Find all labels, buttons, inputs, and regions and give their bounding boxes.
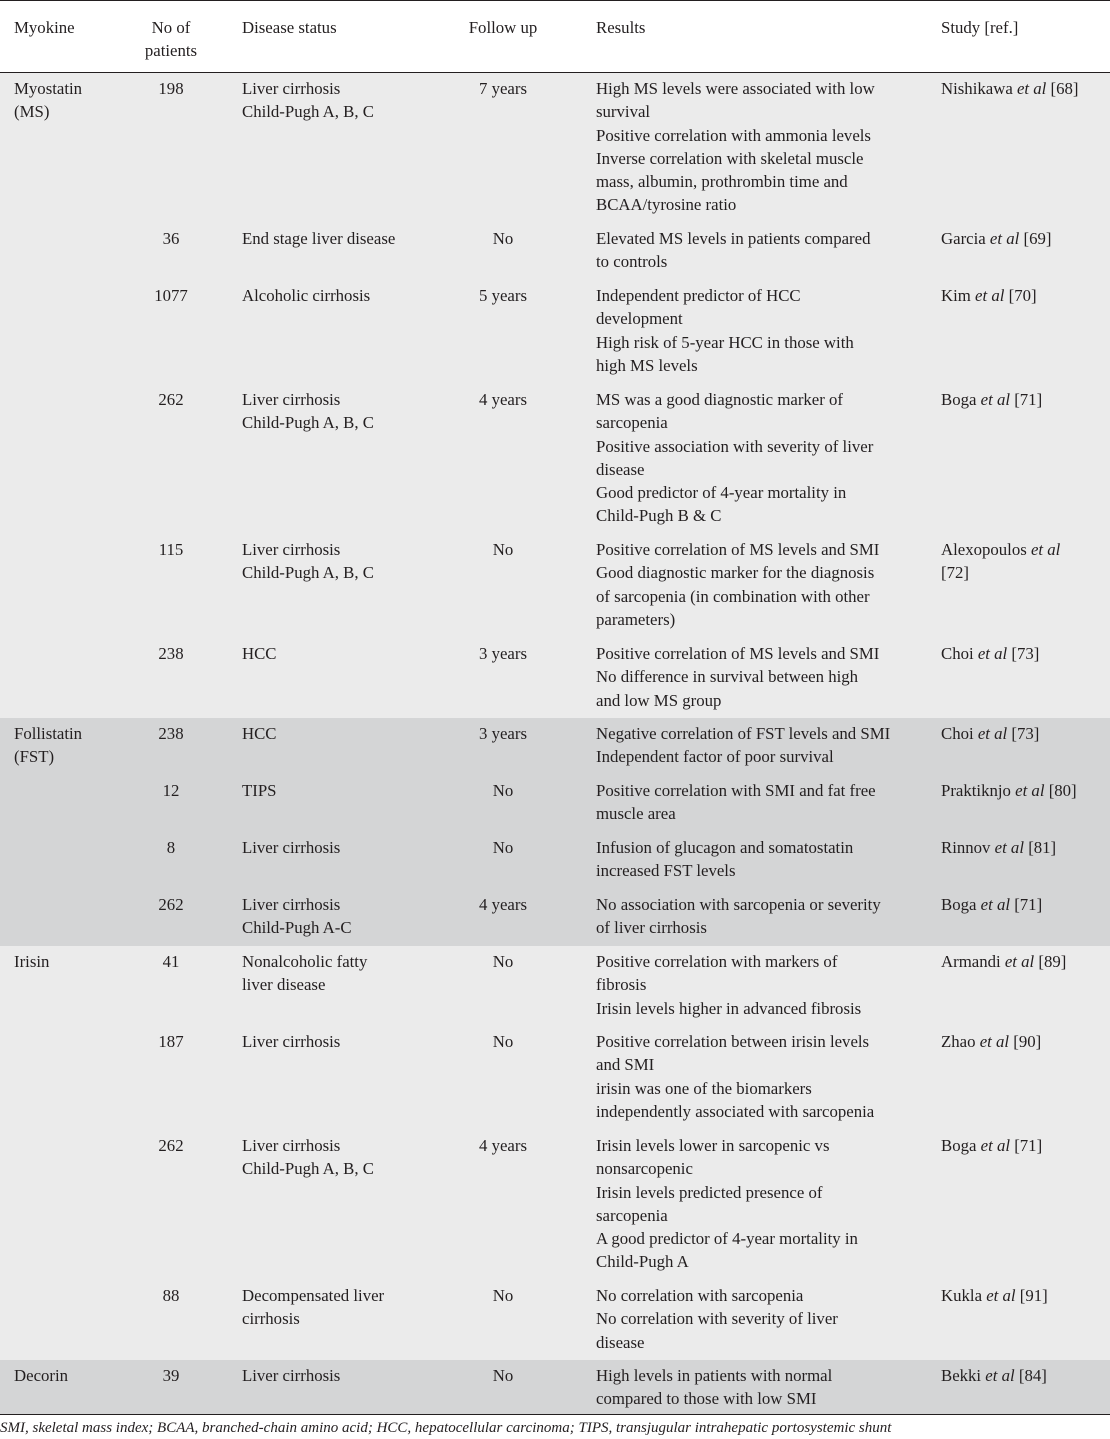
study-ref-number: [90] [1013, 1032, 1042, 1051]
study-etal: et al [980, 895, 1010, 914]
study-ref-number: [70] [1008, 286, 1037, 305]
study-author: Choi [941, 724, 974, 743]
results [596, 77, 926, 217]
patients-count: 262 [158, 390, 184, 409]
disease-status [242, 538, 442, 585]
myokine-name-line: (MS) [14, 102, 50, 122]
result-line: of liver cirrhosis [596, 918, 707, 938]
patients-count: 238 [158, 724, 184, 743]
study-ref-number: [71] [1014, 895, 1043, 914]
header-myokine: Myokine [14, 18, 75, 37]
result-line: BCAA/tyrosine ratio [596, 195, 737, 215]
study-ref [941, 1364, 1101, 1387]
disease-line: Liver cirrhosis [242, 1032, 341, 1051]
result-line: mass, albumin, prothrombin time and [596, 172, 848, 192]
header-follow-up: Follow up [468, 18, 538, 37]
results [596, 388, 926, 528]
table-footnote: SMI, skeletal mass index; BCAA, branched-chain amino acid; HCC, hepatocellular carcinoma; TIPS, transjugular intrahepatic portosystemic shunt [0, 1420, 892, 1436]
result-line: No difference in survival between high [596, 667, 859, 687]
study-author: Alexopoulos [941, 540, 1027, 559]
results [596, 950, 926, 1020]
study-ref [941, 722, 1101, 745]
result-line: increased FST levels [596, 861, 736, 881]
disease-line: End stage liver disease [242, 229, 396, 248]
header-no-of-patients-line: No of [151, 18, 191, 37]
study-author: Rinnov [941, 838, 991, 857]
study-author: Nishikawa [941, 79, 1013, 98]
study-etal: et al [986, 1286, 1016, 1305]
disease-status [242, 284, 442, 307]
study-etal: et al [1016, 79, 1047, 98]
study-ref-number: [84] [1018, 1366, 1047, 1385]
disease-status [242, 388, 442, 435]
study-etal: et al [980, 390, 1010, 409]
result-line: parameters) [596, 609, 676, 629]
header-results: Results [596, 18, 646, 37]
disease-status [242, 950, 442, 997]
study-etal: et al [1030, 540, 1061, 559]
follow-up: 4 years [479, 1136, 527, 1155]
disease-line: Child-Pugh A, B, C [242, 563, 374, 583]
header-no-of-patients [130, 16, 212, 63]
study-ref-line [941, 538, 1101, 561]
follow-up: No [492, 1366, 514, 1385]
study-author: Armandi [941, 952, 1001, 971]
result-line: independently associated with sarcopenia [596, 1101, 875, 1121]
study-ref [941, 642, 1101, 665]
study-ref [941, 893, 1101, 916]
study-etal: et al [985, 1366, 1015, 1385]
study-ref [941, 1030, 1101, 1053]
result-line: Good predictor of 4-year mortality in [596, 483, 847, 503]
result-line: No correlation with severity of liver [596, 1309, 838, 1329]
study-ref [941, 779, 1101, 802]
study-ref [941, 836, 1101, 859]
disease-line: cirrhosis [242, 1309, 300, 1329]
result-line: compared to those with low SMI [596, 1389, 817, 1409]
result-line: survival [596, 102, 651, 122]
study-author: Boga [941, 895, 977, 914]
result-line: MS was a good diagnostic marker of [596, 390, 844, 409]
group-irisin [0, 946, 1110, 1360]
disease-line: HCC [242, 644, 277, 663]
disease-status [242, 642, 442, 665]
result-line: irisin was one of the biomarkers [596, 1078, 812, 1098]
disease-line: HCC [242, 724, 277, 743]
study-ref [941, 1134, 1101, 1157]
study-etal: et al [975, 286, 1005, 305]
results [596, 893, 926, 940]
study-author: Kukla [941, 1286, 983, 1305]
results [596, 538, 926, 631]
study-ref [941, 1284, 1101, 1307]
disease-status [242, 893, 442, 940]
study-ref-number: [91] [1019, 1286, 1048, 1305]
study-author: Boga [941, 390, 977, 409]
study-etal: et al [989, 229, 1020, 248]
study-etal: et al [979, 1032, 1010, 1051]
result-line: A good predictor of 4-year mortality in [596, 1229, 858, 1249]
results [596, 1134, 926, 1274]
study-etal: et al [977, 724, 1008, 743]
myokine-name [14, 1364, 124, 1387]
myokine-name [14, 77, 124, 124]
study-ref [941, 388, 1101, 411]
disease-line: Liver cirrhosis [242, 895, 341, 914]
results [596, 836, 926, 883]
result-line: high MS levels [596, 355, 698, 375]
disease-line: Liver cirrhosis [242, 1136, 341, 1155]
patients-count: 36 [162, 229, 180, 248]
myokine-name [14, 722, 124, 769]
study-author: Garcia [941, 229, 986, 248]
study-ref [941, 538, 1101, 585]
result-line: development [596, 309, 683, 329]
result-line: Independent predictor of HCC [596, 286, 801, 305]
follow-up: 7 years [479, 79, 527, 98]
result-line: Irisin levels higher in advanced fibrosis [596, 998, 862, 1018]
results [596, 1284, 926, 1354]
follow-up: No [492, 952, 514, 971]
follow-up: 5 years [479, 286, 527, 305]
results [596, 1030, 926, 1123]
group-decorin [0, 1360, 1110, 1414]
result-line: High levels in patients with normal [596, 1366, 833, 1385]
study-author: Praktiknjo [941, 781, 1011, 800]
study-etal: et al [994, 838, 1024, 857]
myokine-name-line: Irisin [14, 952, 50, 971]
disease-status [242, 722, 442, 745]
study-author: Zhao [941, 1032, 976, 1051]
results [596, 722, 926, 769]
follow-up: No [492, 540, 514, 559]
table-bottom-rule [0, 1414, 1110, 1415]
patients-count: 12 [162, 781, 180, 800]
result-line: High risk of 5-year HCC in those with [596, 332, 854, 352]
study-author: Kim [941, 286, 971, 305]
study-ref-number: [71] [1014, 1136, 1043, 1155]
patients-count: 88 [162, 1286, 180, 1305]
study-author: Boga [941, 1136, 977, 1155]
results [596, 227, 926, 274]
disease-line: Alcoholic cirrhosis [242, 286, 371, 305]
study-ref-number: [73] [1011, 644, 1040, 663]
patients-count: 115 [158, 540, 184, 559]
follow-up: 4 years [479, 390, 527, 409]
disease-line: liver disease [242, 975, 326, 995]
disease-line: Liver cirrhosis [242, 1366, 341, 1385]
table-header [0, 1, 1110, 72]
disease-line: Liver cirrhosis [242, 540, 341, 559]
patients-count: 238 [158, 644, 184, 663]
result-line: Positive association with severity of liver [596, 436, 874, 456]
patients-count: 8 [166, 838, 176, 857]
header-no-of-patients-line: patients [144, 41, 198, 61]
myokine-name-line: Decorin [14, 1366, 69, 1385]
results [596, 779, 926, 826]
patients-count: 39 [162, 1366, 180, 1385]
study-ref-number: [73] [1011, 724, 1040, 743]
result-line: Child-Pugh B & C [596, 506, 722, 526]
result-line: Good diagnostic marker for the diagnosis [596, 563, 875, 583]
myokine-name-line: (FST) [14, 747, 55, 767]
result-line: sarcopenia [596, 1205, 668, 1225]
disease-line: Liver cirrhosis [242, 79, 341, 98]
follow-up: No [492, 838, 514, 857]
result-line: and SMI [596, 1055, 655, 1075]
result-line: of sarcopenia (in combination with other [596, 586, 870, 606]
disease-line: Nonalcoholic fatty [242, 952, 368, 971]
study-ref-number: [89] [1038, 952, 1067, 971]
disease-line: Liver cirrhosis [242, 838, 341, 857]
disease-status [242, 77, 442, 124]
result-line: Positive correlation with ammonia levels [596, 125, 871, 145]
disease-status [242, 1030, 442, 1053]
results [596, 642, 926, 712]
result-line: Independent factor of poor survival [596, 747, 834, 767]
study-ref [941, 950, 1101, 973]
patients-count: 1077 [154, 286, 188, 305]
disease-status [242, 1364, 442, 1387]
result-line: Positive correlation with SMI and fat free [596, 781, 876, 800]
disease-line: Child-Pugh A-C [242, 918, 352, 938]
disease-status [242, 836, 442, 859]
result-line: nonsarcopenic [596, 1159, 693, 1179]
result-line: Child-Pugh A [596, 1252, 689, 1272]
myokine-name [14, 950, 124, 973]
study-ref-number: [80] [1048, 781, 1077, 800]
patients-count: 198 [158, 79, 184, 98]
result-line: and low MS group [596, 690, 722, 710]
result-line: Infusion of glucagon and somatostatin [596, 838, 854, 857]
result-line: No correlation with sarcopenia [596, 1286, 804, 1305]
patients-count: 187 [158, 1032, 184, 1051]
follow-up: 4 years [479, 895, 527, 914]
result-line: sarcopenia [596, 413, 668, 433]
result-line: Inverse correlation with skeletal muscle [596, 148, 864, 168]
disease-line: Child-Pugh A, B, C [242, 413, 374, 433]
group-myostatin [0, 73, 1110, 718]
result-line: Positive correlation with markers of [596, 952, 838, 971]
study-etal: et al [980, 1136, 1010, 1155]
study-ref-number: [71] [1014, 390, 1043, 409]
study-ref-number: [69] [1023, 229, 1052, 248]
group-follistatin [0, 718, 1110, 946]
header-disease-status: Disease status [242, 18, 337, 37]
study-ref-number: [68] [1050, 79, 1079, 98]
result-line: High MS levels were associated with low [596, 79, 875, 98]
follow-up: No [492, 781, 514, 800]
result-line: muscle area [596, 804, 676, 824]
result-line: Irisin levels predicted presence of [596, 1182, 823, 1202]
result-line: Positive correlation of MS levels and SMI [596, 644, 880, 663]
result-line: Irisin levels lower in sarcopenic vs [596, 1136, 830, 1155]
result-line: fibrosis [596, 975, 647, 995]
result-line: Positive correlation between irisin levels [596, 1032, 870, 1051]
follow-up: 3 years [479, 724, 527, 743]
results [596, 284, 926, 377]
disease-status [242, 227, 442, 250]
myokine-name-line: Myostatin [14, 79, 83, 98]
follow-up: No [492, 1032, 514, 1051]
study-ref [941, 284, 1101, 307]
results [596, 1364, 926, 1411]
study-ref [941, 77, 1101, 100]
result-line: Positive correlation of MS levels and SMI [596, 540, 880, 559]
myokine-name-line: Follistatin [14, 724, 83, 743]
follow-up: No [492, 1286, 514, 1305]
study-author: Choi [941, 644, 974, 663]
disease-line: Child-Pugh A, B, C [242, 102, 374, 122]
result-line: disease [596, 1332, 645, 1352]
result-line: disease [596, 459, 645, 479]
patients-count: 262 [158, 1136, 184, 1155]
header-study-ref: Study [ref.] [941, 18, 1019, 37]
patients-count: 41 [162, 952, 180, 971]
disease-line: Liver cirrhosis [242, 390, 341, 409]
disease-status [242, 1134, 442, 1181]
disease-line: Child-Pugh A, B, C [242, 1159, 374, 1179]
disease-line: TIPS [242, 781, 277, 800]
disease-status [242, 779, 442, 802]
study-etal: et al [977, 644, 1008, 663]
result-line: No association with sarcopenia or severity [596, 895, 881, 914]
result-line: Negative correlation of FST levels and SMI [596, 724, 891, 743]
disease-status [242, 1284, 442, 1331]
result-line: Elevated MS levels in patients compared [596, 229, 871, 248]
study-ref [941, 227, 1101, 250]
study-ref-number: [81] [1028, 838, 1057, 857]
patients-count: 262 [158, 895, 184, 914]
follow-up: 3 years [479, 644, 527, 663]
study-etal: et al [1004, 952, 1035, 971]
study-ref-number: [72] [941, 563, 969, 583]
disease-line: Decompensated liver [242, 1286, 385, 1305]
study-author: Bekki [941, 1366, 982, 1385]
study-etal: et al [1015, 781, 1045, 800]
result-line: to controls [596, 252, 668, 272]
follow-up: No [492, 229, 514, 248]
